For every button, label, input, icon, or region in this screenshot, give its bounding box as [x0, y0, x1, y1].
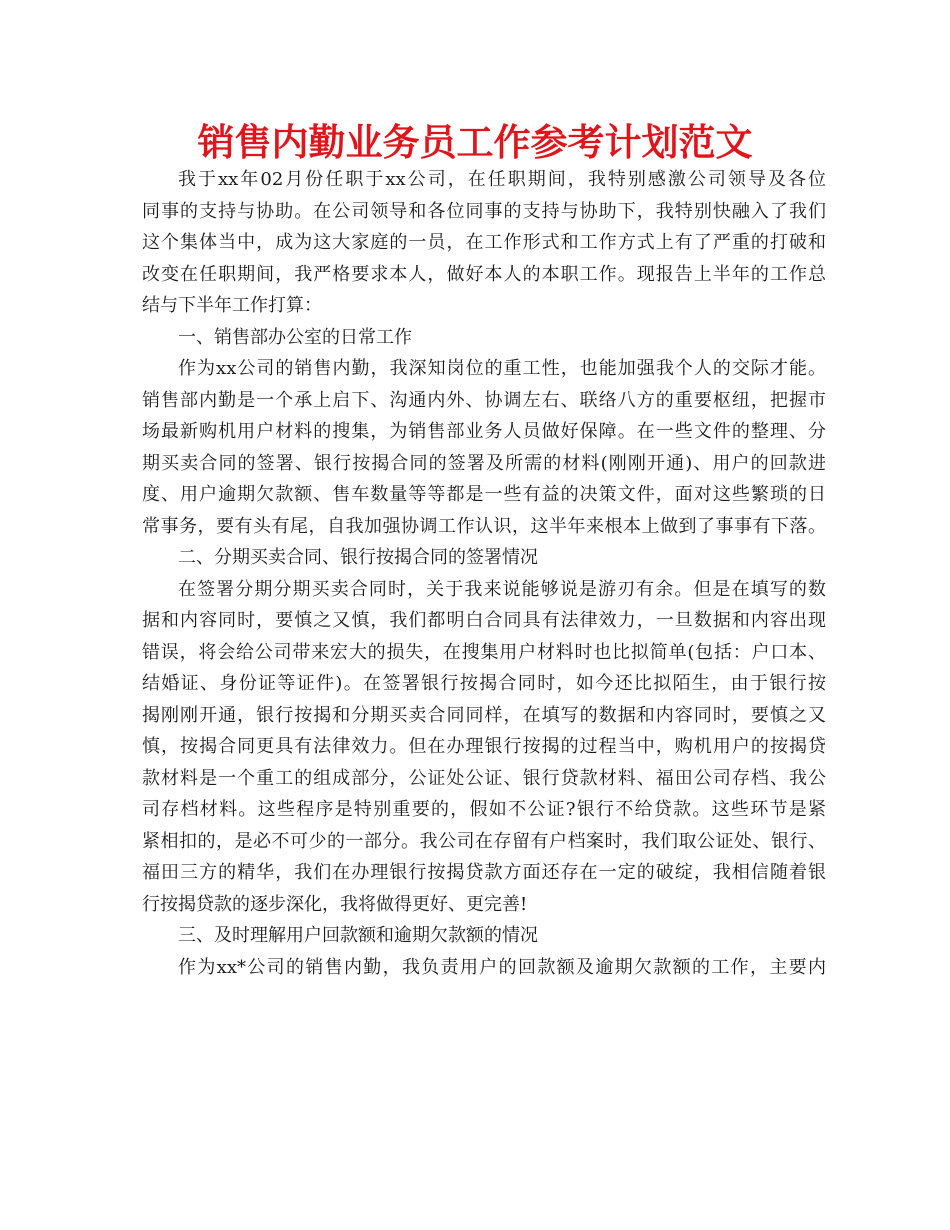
paragraph-line: 作为xx公司的销售内勤，我深知岗位的重工性，也能加强我个人的交际才能。 — [178, 358, 826, 379]
paragraph-line: 这个集体当中，成为这大家庭的一员，在工作形式和工作方式上有了严重的打破和 — [142, 232, 826, 253]
paragraph-line: 司存档材料。这些程序是特别重要的，假如不公证?银行不给贷款。这些环节是紧 — [142, 799, 826, 820]
paragraph-line: 结婚证、身份证等证件)。在签署银行按揭合同时，如今还比拟陌生，由于银行按 — [142, 673, 826, 694]
document-body — [142, 164, 826, 983]
paragraph-line: 一、销售部办公室的日常工作 — [178, 326, 412, 348]
paragraph-line: 场最新购机用户材料的搜集，为销售部业务人员做好保障。在一些文件的整理、分 — [142, 421, 826, 442]
paragraph-line: 同事的支持与协助。在公司领导和各位同事的支持与协助下，我特别快融入了我们 — [142, 200, 826, 222]
paragraph-line: 作为xx*公司的销售内勤，我负责用户的回款额及逾期欠款额的工作，主要内 — [178, 956, 826, 978]
document-title: 销售内勤业务员工作参考计划范文 — [197, 121, 753, 164]
paragraph-line: 二、分期买卖合同、银行按揭合同的签署情况 — [178, 547, 538, 568]
paragraph-line: 慎，按揭合同更具有法律效力。但在办理银行按揭的过程当中，购机用户的按揭贷 — [142, 736, 826, 757]
paragraph-line: 行按揭贷款的逐步深化，我将做得更好、更完善! — [142, 893, 528, 915]
paragraph-line: 紧相扣的，是必不可少的一部分。我公司在存留有户档案时，我们取公证处、银行、 — [142, 830, 826, 852]
paragraph-line: 款材料是一个重工的组成部分，公证处公证、银行贷款材料、福田公司存档、我公 — [142, 767, 826, 789]
paragraph-line: 销售部内勤是一个承上启下、沟通内外、协调左右、联络八方的重要枢纽，把握市 — [142, 389, 826, 411]
paragraph-line: 据和内容同时，要慎之又慎，我们都明白合同具有法律效力，一旦数据和内容出现 — [142, 610, 826, 631]
paragraph-line: 改变在任职期间，我严格要求本人，做好本人的本职工作。现报告上半年的工作总 — [142, 263, 826, 285]
paragraph-line: 三、及时理解用户回款额和逾期欠款额的情况 — [178, 925, 538, 946]
paragraph-line: 度、用户逾期欠款额、售车数量等等都是一些有益的决策文件，面对这些繁琐的日 — [142, 484, 826, 505]
paragraph-line: 福田三方的精华，我们在办理银行按揭贷款方面还存在一定的破绽，我相信随着银 — [142, 862, 826, 883]
paragraph-line: 我于xx年02月份任职于xx公司，在任职期间，我特别感激公司领导及各位 — [178, 169, 826, 190]
paragraph-line: 揭刚刚开通，银行按揭和分期买卖合同同样，在填写的数据和内容同时，要慎之又 — [142, 704, 826, 726]
paragraph-line: 常事务，要有头有尾，自我加强协调工作认识，这半年来根本上做到了事事有下落。 — [142, 515, 826, 537]
paragraph-line: 错误，将会给公司带来宏大的损失，在搜集用户材料时也比拟简单(包括：户口本、 — [142, 641, 826, 663]
paragraph-line: 期买卖合同的签署、银行按揭合同的签署及所需的材料(刚刚开通)、用户的回款进 — [142, 452, 826, 474]
paragraph-line: 结与下半年工作打算： — [142, 295, 322, 316]
paragraph-line: 在签署分期分期买卖合同时，关于我来说能够说是游刃有余。但是在填写的数 — [178, 578, 826, 600]
